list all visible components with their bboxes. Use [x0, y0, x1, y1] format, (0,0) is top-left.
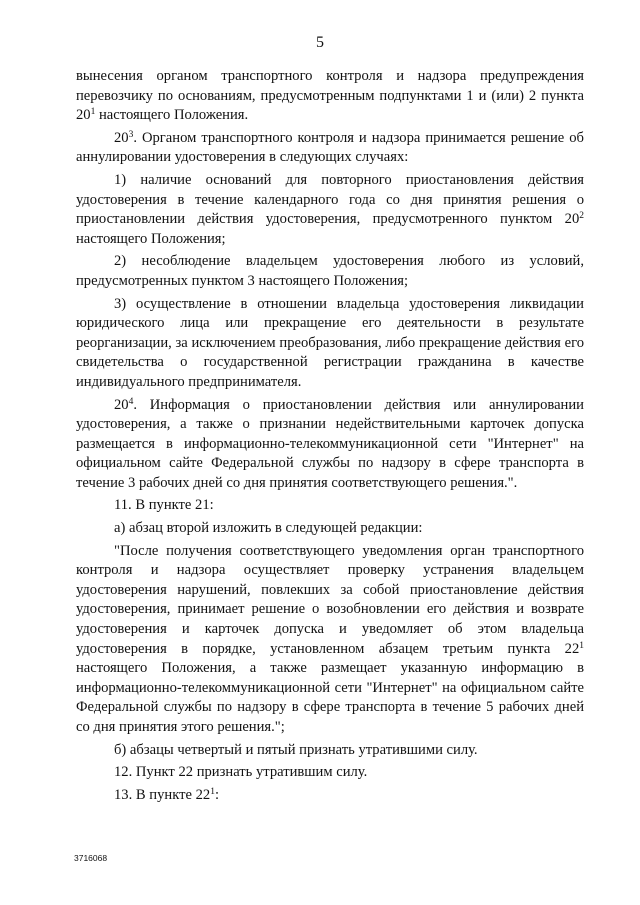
paragraph-item-11-a: а) абзац второй изложить в следующей редакции: [114, 520, 423, 537]
paragraph-item-20-4: $20^4$. Информация о приостановлении действия или аннулировании удостоверения, а также о признании недействительными карточек допуска размещается в информационно-телекоммуникационной сети "Интернет" на официальном сайте Федеральной службы по надзору в сфере транспорта в течение 3 рабочих дней со дня принятия соответствующего решения.". [76, 396, 584, 491]
paragraph-quoted-text: "После получения соответствующего уведомления орган транспортного контроля и надзора осуществляет проверку устранения владельцем удостоверения нарушений, повлекших за собой приостановление действия удостоверения, принимает решение о возобновлении его действия и возврате удостоверения и карточек допуска и уведомляет об этом владельца удостоверения в порядке, установленном абзацем третьим пункта $22^1$ настоящего Положения, а также размещает указанную информацию в информационно-телекоммуникационной сети "Интернет" на официальном сайте Федеральной службы по надзору в сфере транспорта в течение 5 рабочих дней со дня принятия этого решения."; [76, 542, 584, 735]
paragraph-subitem-3: 3) осуществление в отношении владельца удостоверения ликвидации юридического лица или прекращение его деятельности в результате реорганизации, за исключением преобразования, либо прекращение действия его свидетельства о государственной регистрации гражданина в качестве индивидуального предпринимателя. [76, 295, 584, 390]
paragraph-item-13: 13. В пункте $22^1$: [114, 786, 219, 803]
document-body [76, 67, 584, 805]
paragraph-item-11-b: б) абзацы четвертый и пятый признать утратившими силу. [114, 741, 478, 758]
paragraph-item-20-3: $20^3$. Органом транспортного контроля и надзора принимается решение об аннулировании удостоверения в следующих случаях: [76, 129, 584, 166]
paragraph-subitem-1: 1) наличие оснований для повторного приостановления действия удостоверения в течение календарного года со дня принятия решения о приостановлении действия удостоверения, предусмотренного пунктом $20^2$ настоящего Положения; [76, 171, 584, 247]
paragraph-item-12: 12. Пункт 22 признать утратившим силу. [114, 764, 368, 781]
paragraph-item-11: 11. В пункте 21: [114, 497, 214, 514]
paragraph-continuation: вынесения органом транспортного контроля и надзора предупреждения перевозчику по основаниям, предусмотренным подпунктами 1 и (или) 2 пункта $20^1$ настоящего Положения. [76, 68, 584, 124]
page-number: 5 [316, 34, 324, 51]
paragraph-subitem-2: 2) несоблюдение владельцем удостоверения любого из условий, предусмотренных пунктом 3 настоящего Положения; [76, 253, 584, 289]
document-code: 3716068 [74, 853, 108, 863]
